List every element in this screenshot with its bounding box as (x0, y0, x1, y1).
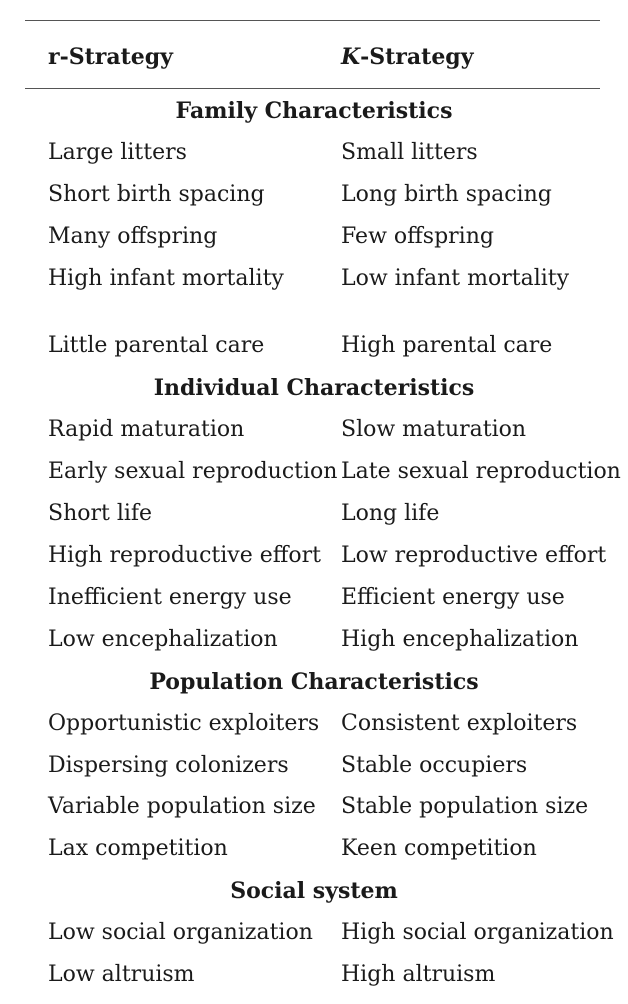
k-trait: High encephalization (341, 627, 579, 652)
r-trait: Low altruism (48, 962, 195, 987)
r-trait: Early sexual reproduction (48, 459, 338, 484)
k-trait: Efficient energy use (341, 585, 565, 610)
section-title-population: Population Characteristics (149, 669, 479, 695)
r-trait: Low social organization (48, 920, 313, 945)
r-trait: High reproductive effort (48, 543, 321, 568)
k-letter: K (341, 44, 361, 70)
r-trait: Dispersing colonizers (48, 753, 289, 778)
r-trait: Short birth spacing (48, 182, 265, 207)
k-trait: Keen competition (341, 836, 537, 861)
r-trait: Variable population size (48, 794, 316, 819)
k-trait: Long birth spacing (341, 182, 552, 207)
section-title-individual: Individual Characteristics (153, 375, 475, 401)
r-trait: High infant mortality (48, 266, 284, 291)
k-trait: High social organization (341, 920, 614, 945)
r-trait: Lax competition (48, 836, 228, 861)
k-trait: Stable population size (341, 794, 589, 819)
column-header-k-strategy (341, 46, 473, 68)
r-trait: Short life (48, 501, 153, 526)
k-trait: Consistent exploiters (341, 711, 578, 736)
k-trait: Long life (341, 501, 440, 526)
r-trait: Large litters (48, 140, 187, 165)
k-suffix: -Strategy (360, 44, 474, 70)
k-trait: Few offspring (341, 224, 494, 249)
header-bottom-rule (25, 88, 600, 89)
section-title-social: Social system (230, 878, 398, 904)
k-trait: High parental care (341, 333, 553, 358)
k-trait: Low reproductive effort (341, 543, 607, 568)
k-trait: Low infant mortality (341, 266, 570, 291)
section-title-family: Family Characteristics (175, 98, 453, 124)
r-trait: Low encephalization (48, 627, 278, 652)
k-trait: Small litters (341, 140, 478, 165)
table-top-rule (25, 20, 600, 21)
k-trait: Stable occupiers (341, 753, 528, 778)
r-trait: Many offspring (48, 224, 218, 249)
k-trait: Slow maturation (341, 417, 527, 442)
r-trait: Inefficient energy use (48, 585, 292, 610)
k-trait: High altruism (341, 962, 496, 987)
r-trait: Rapid maturation (48, 417, 245, 442)
r-trait: Little parental care (48, 333, 265, 358)
column-header-r-strategy: r-Strategy (48, 44, 173, 70)
r-trait: Opportunistic exploiters (48, 711, 320, 736)
k-trait: Late sexual reproduction (341, 459, 621, 484)
